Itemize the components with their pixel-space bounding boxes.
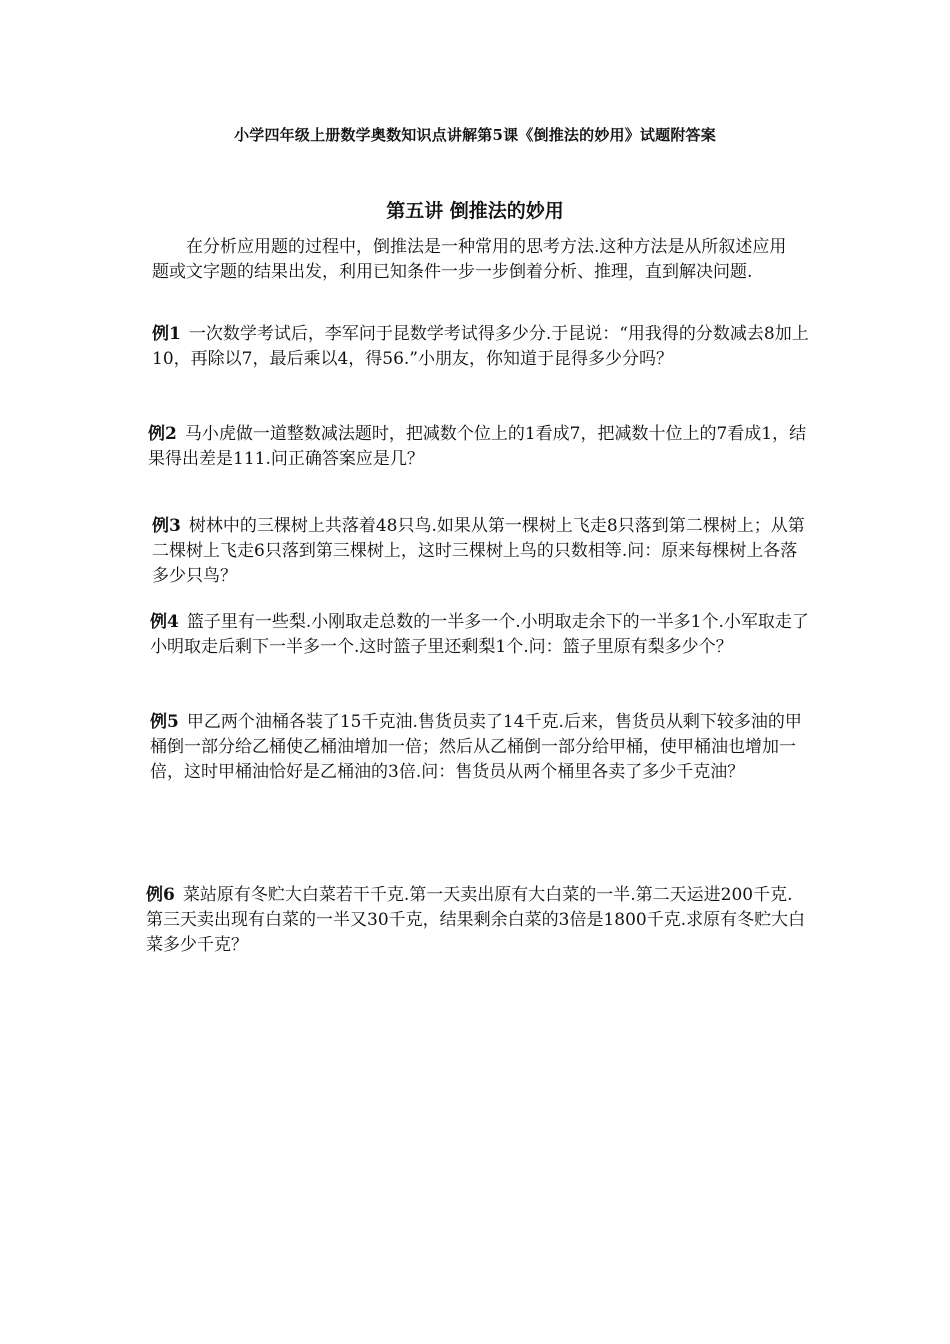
lecture-title: 第五讲 倒推法的妙用 xyxy=(386,200,564,222)
example-text: 树林中的三棵树上共落着48只鸟.如果从第一棵树上飞走8只落到第二棵树上；从第二棵树上飞走6只落到第三棵树上，这时三棵树上鸟的只数相等.问：原来每棵树上各落多少只鸟？ xyxy=(152,516,805,586)
example-label: 例1 xyxy=(152,324,181,344)
example-6 xyxy=(146,883,806,958)
example-text: 菜站原有冬贮大白菜若干千克.第一天卖出原有大白菜的一半.第二天运进200千克.第三天卖出现有白菜的一半又30千克，结果剩余白菜的3倍是1800千克.求原有冬贮大白菜多少千克？ xyxy=(146,885,806,955)
example-text: 甲乙两个油桶各装了15千克油.售货员卖了14千克.后来，售货员从剩下较多油的甲桶倒一部分给乙桶使乙桶油增加一倍；然后从乙桶倒一部分给甲桶，使甲桶油也增加一倍，这时甲桶油恰好是乙桶油的3倍.问：售货员从两个桶里各卖了多少千克油？ xyxy=(150,712,802,782)
example-label: 例3 xyxy=(152,516,181,536)
example-1 xyxy=(152,322,812,372)
example-label: 例5 xyxy=(150,712,179,732)
intro-paragraph: 在分析应用题的过程中，倒推法是一种常用的思考方法.这种方法是从所叙述应用题或文字题的结果出发，利用已知条件一步一步倒着分析、推理，直到解决问题. xyxy=(152,237,787,282)
example-text: 一次数学考试后，李军问于昆数学考试得多少分.于昆说：“用我得的分数减去8加上10，再除以7，最后乘以4，得56.”小朋友，你知道于昆得多少分吗？ xyxy=(152,324,809,369)
document-title: 小学四年级上册数学奥数知识点讲解第5课《倒推法的妙用》试题附答案 xyxy=(234,126,716,144)
example-3 xyxy=(152,514,812,589)
example-label: 例2 xyxy=(148,424,177,444)
example-text: 篮子里有一些梨.小刚取走总数的一半多一个.小明取走余下的一半多1个.小军取走了小明取走后剩下一半多一个.这时篮子里还剩梨1个.问：篮子里原有梨多少个？ xyxy=(150,612,809,657)
example-label: 例6 xyxy=(146,885,175,905)
example-text: 马小虎做一道整数减法题时，把减数个位上的1看成7，把减数十位上的7看成1，结果得出差是111.问正确答案应是几？ xyxy=(148,424,807,469)
example-4 xyxy=(150,610,810,660)
example-2 xyxy=(148,422,808,472)
example-label: 例4 xyxy=(150,612,179,632)
example-5 xyxy=(150,710,810,785)
